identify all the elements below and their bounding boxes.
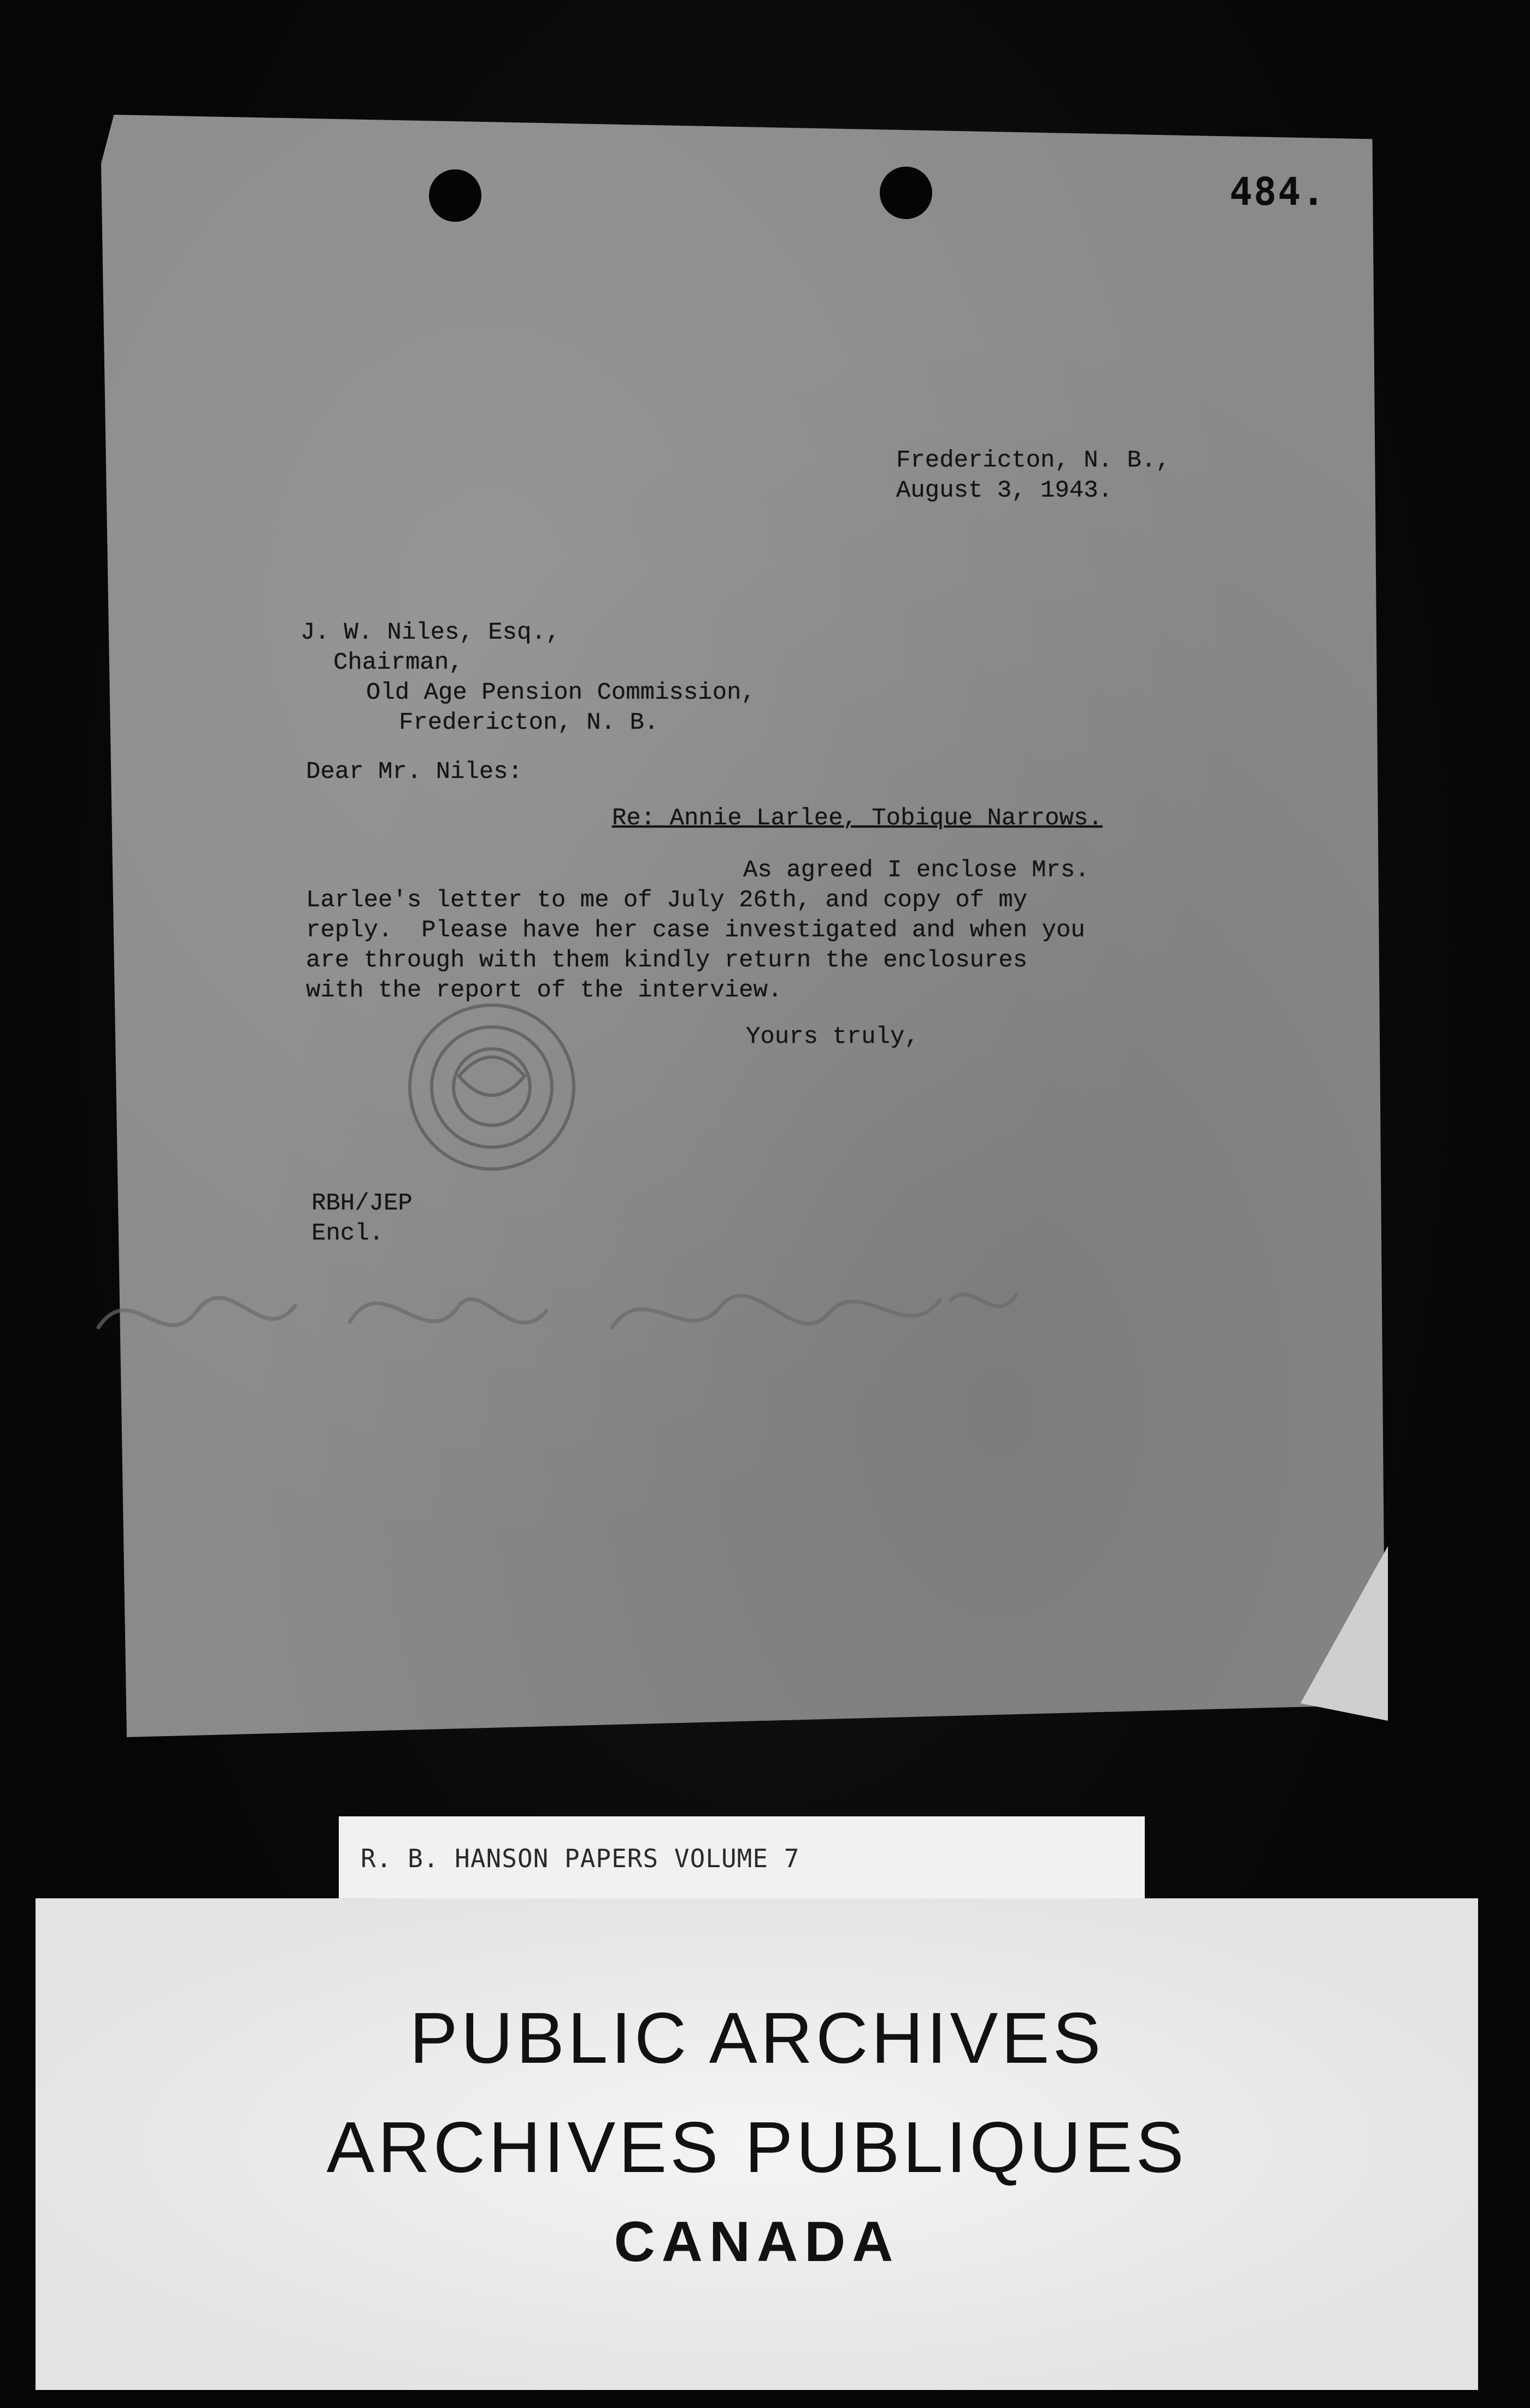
date-line: August 3, 1943. — [896, 477, 1113, 504]
enclosure-note: Encl. — [311, 1220, 384, 1247]
punch-hole-right — [880, 167, 932, 219]
archive-card — [36, 1898, 1478, 2390]
volume-label — [339, 1816, 1145, 1898]
body-line: reply. Please have her case investigated and when you — [306, 917, 1085, 944]
subject-line: Re: Annie Larlee, Tobique Narrows. — [612, 805, 1103, 832]
archive-line-country: CANADA — [614, 2210, 900, 2274]
punch-hole-left — [429, 169, 481, 222]
salutation: Dear Mr. Niles: — [306, 758, 523, 786]
typist-initials: RBH/JEP — [311, 1190, 413, 1217]
recipient-line: J. W. Niles, Esq., — [301, 619, 561, 646]
circular-stamp — [393, 989, 590, 1185]
place-line: Fredericton, N. B., — [896, 447, 1170, 474]
folio-number: 484. — [1229, 169, 1326, 214]
body-line: As agreed I enclose Mrs. — [743, 857, 1090, 884]
archive-line-english: PUBLIC ARCHIVES — [409, 1998, 1104, 2078]
closing: Yours truly, — [746, 1023, 919, 1050]
archive-line-french: ARCHIVES PUBLIQUES — [326, 2107, 1187, 2187]
body-line: with the report of the interview. — [306, 977, 782, 1004]
body-line: are through with them kindly return the enclosures — [306, 947, 1028, 974]
recipient-line: Old Age Pension Commission, — [366, 679, 756, 706]
recipient-line: Fredericton, N. B. — [399, 709, 659, 736]
faint-signature-bleedthrough — [87, 1246, 1027, 1377]
volume-label-text: R. B. HANSON PAPERS VOLUME 7 — [361, 1844, 800, 1873]
body-line: Larlee's letter to me of July 26th, and copy of my — [306, 887, 1028, 914]
recipient-line: Chairman, — [333, 649, 463, 676]
